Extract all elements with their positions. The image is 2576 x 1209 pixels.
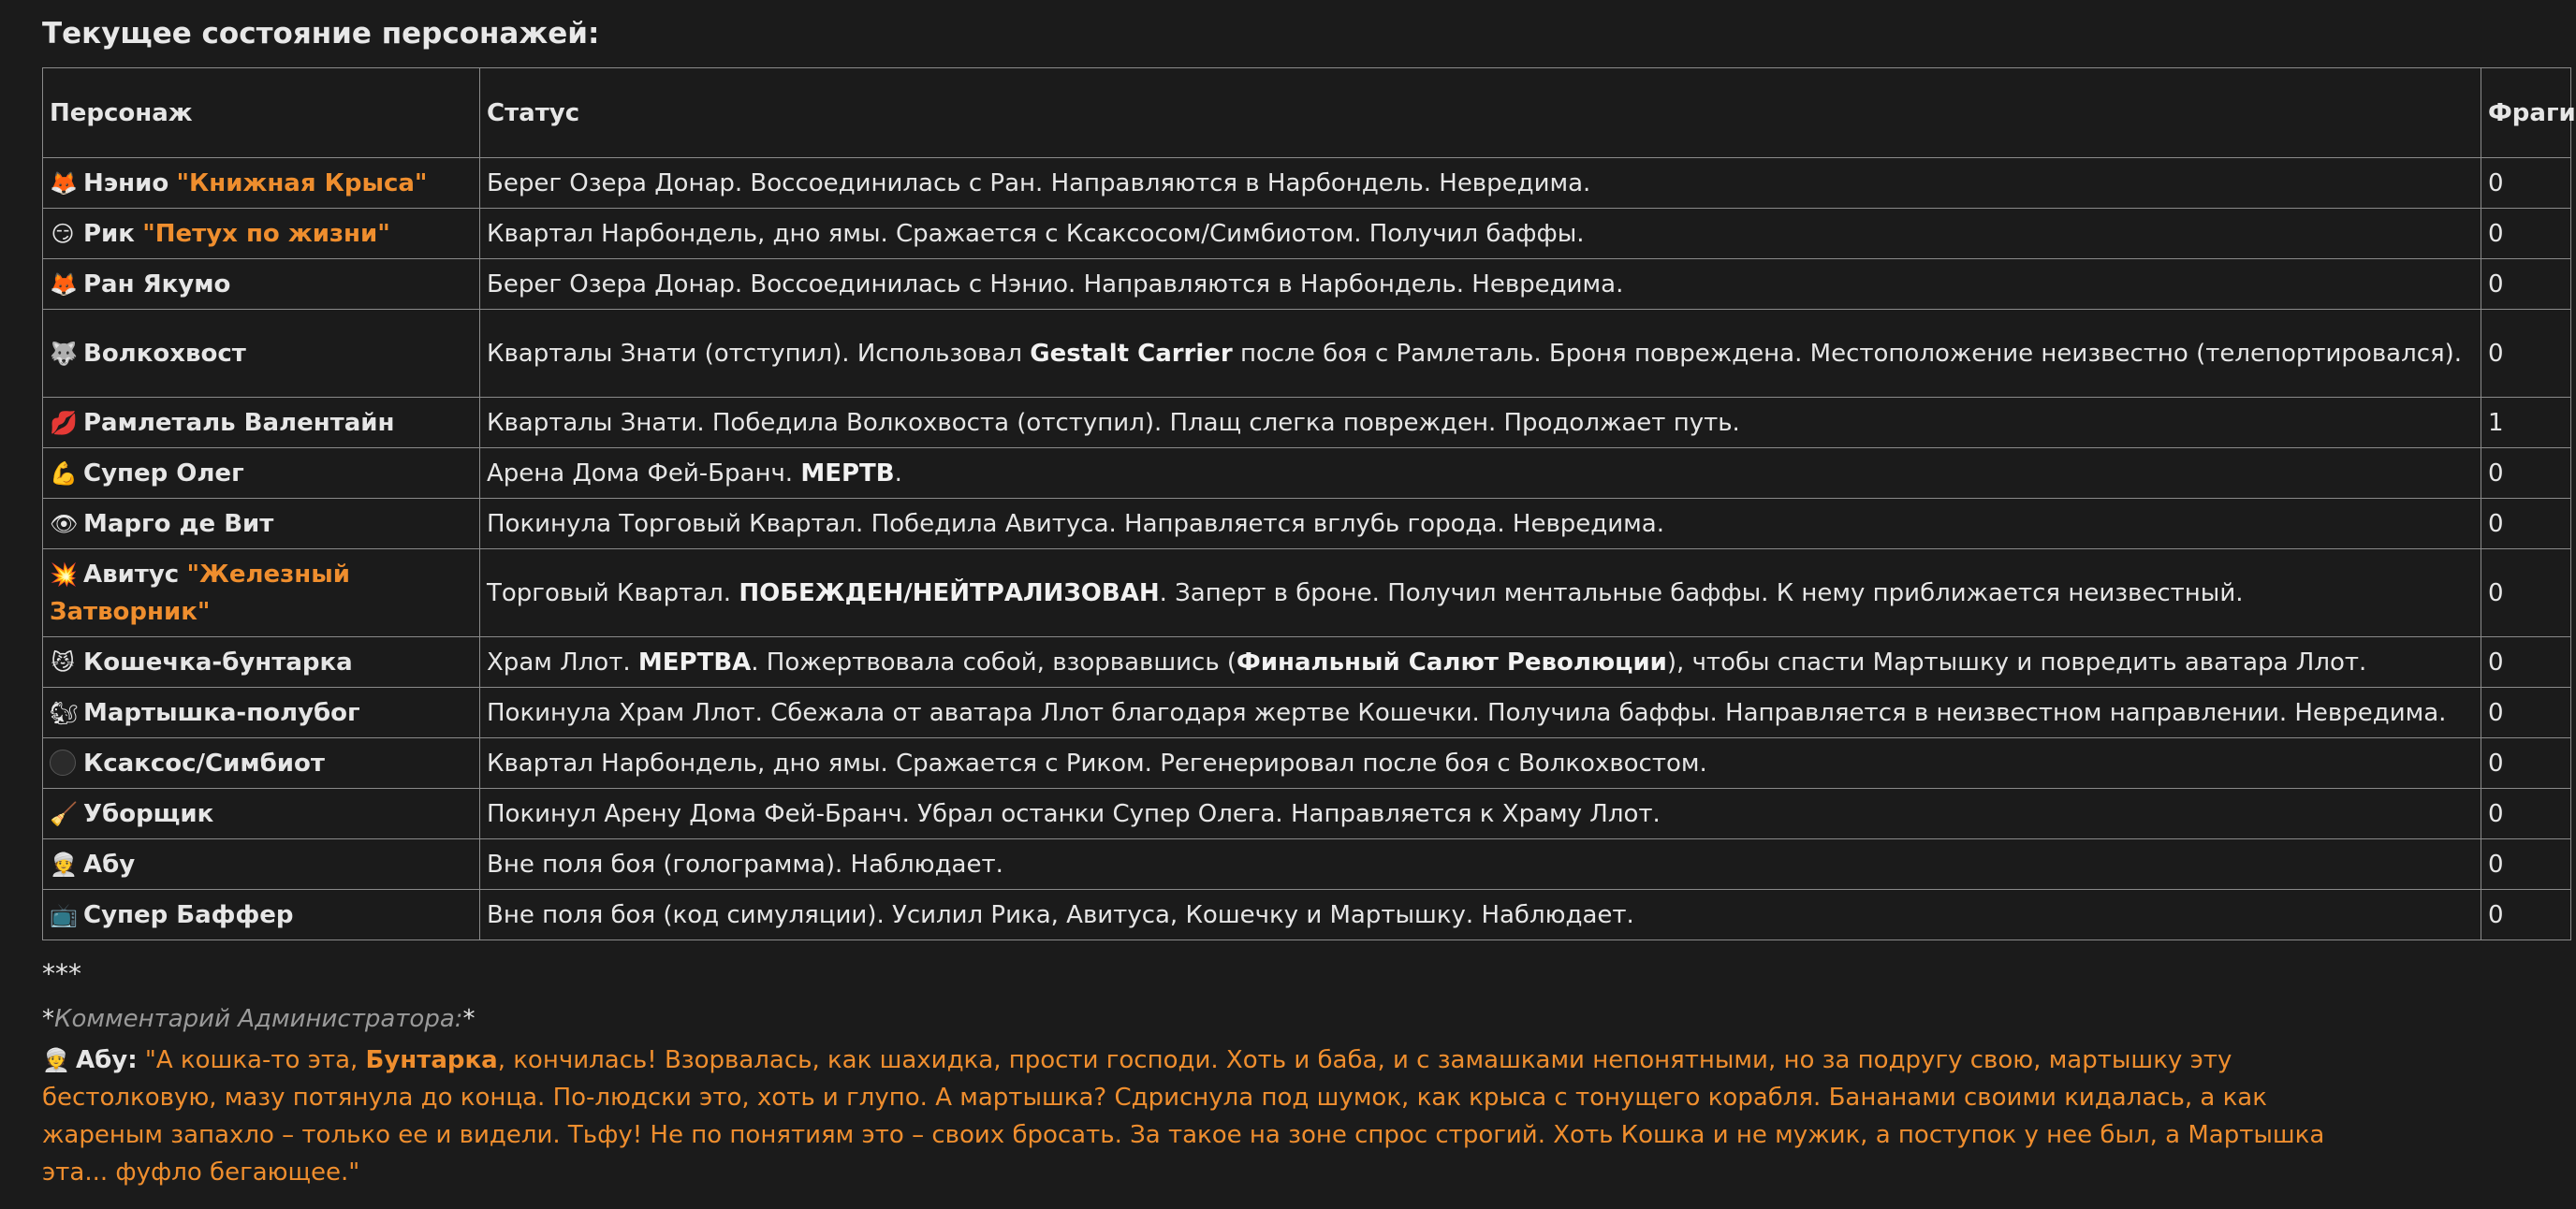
table-row <box>43 310 2571 398</box>
status-cell <box>480 890 2481 940</box>
character-name: Волкохвост <box>83 339 246 368</box>
frags-cell: 0 <box>2481 499 2571 549</box>
frags-cell: 0 <box>2481 549 2571 637</box>
admin-comment-label <box>42 998 2364 1040</box>
abu-quote <box>42 1041 2362 1191</box>
status-text: Вне поля боя (голограмма). Наблюдает. <box>487 850 1003 879</box>
admin-suffix: * <box>462 1005 476 1033</box>
frags-cell: 0 <box>2481 259 2571 310</box>
status-cell <box>480 499 2481 549</box>
status-text: Покинула Торговый Квартал. Победила Авитуса. Направляется вглубь города. Невредима. <box>487 509 1664 538</box>
status-cell <box>480 310 2481 398</box>
character-cell <box>43 890 480 940</box>
black-circle-icon <box>50 750 76 776</box>
character-cell <box>43 637 480 688</box>
character-name: Кошечка-бунтарка <box>83 648 353 677</box>
frags-cell: 1 <box>2481 398 2571 448</box>
character-cell <box>43 448 480 499</box>
header-frags: Фраги <box>2481 68 2571 158</box>
character-nickname: "Петух по жизни" <box>142 219 390 248</box>
table-row <box>43 448 2571 499</box>
frags-cell: 0 <box>2481 839 2571 890</box>
table-row <box>43 209 2571 259</box>
explosion-icon: 💥 <box>50 561 78 588</box>
status-cell <box>480 688 2481 738</box>
character-name: Нэнио <box>83 168 169 197</box>
table-header-row <box>43 68 2571 158</box>
character-cell <box>43 549 480 637</box>
status-cell <box>480 209 2481 259</box>
admin-label: Комментарий Администратора: <box>54 1005 463 1033</box>
status-cell <box>480 448 2481 499</box>
status-text: . Заперт в броне. Получил ментальные баффы. К нему приближается неизвестный. <box>1159 578 2244 607</box>
frags-cell: 0 <box>2481 637 2571 688</box>
character-name: Ксаксос/Симбиот <box>83 749 325 778</box>
frags-cell: 0 <box>2481 738 2571 789</box>
status-text: Покинула Храм Ллот. Сбежала от аватара Ллот благодаря жертве Кошечки. Получила баффы. Направляется в неизвестном направлении. Невредима. <box>487 698 2447 727</box>
status-text: Покинул Арену Дома Фей-Бранч. Убрал останки Супер Олега. Направляется к Храму Ллот. <box>487 799 1661 828</box>
character-name: Авитус <box>83 560 180 589</box>
smirk-face-icon: 😏 <box>51 220 75 247</box>
frags-cell: 0 <box>2481 890 2571 940</box>
content <box>42 0 2576 1191</box>
status-emphasis: МЕРТВА <box>637 648 752 677</box>
status-text: Храм Ллот. <box>487 648 638 677</box>
chipmunk-icon: 🐿 <box>50 699 79 726</box>
status-cell <box>480 789 2481 839</box>
frags-cell: 0 <box>2481 688 2571 738</box>
character-name: Уборщик <box>83 799 214 828</box>
quote-text-before: "А кошка-то эта, <box>137 1046 366 1074</box>
status-cell <box>480 738 2481 789</box>
table-row <box>43 738 2571 789</box>
status-emphasis: МЕРТВ <box>800 459 895 488</box>
status-cell <box>480 398 2481 448</box>
cat-icon: 😼 <box>51 648 75 676</box>
quote-colon: : <box>127 1046 138 1074</box>
turban-icon: 👳 <box>50 851 78 878</box>
admin-prefix: * <box>42 1005 54 1033</box>
status-text: Квартал Нарбондель, дно ямы. Сражается с Ксаксосом/Симбиотом. Получил баффы. <box>487 219 1585 248</box>
character-name: Ран Якумо <box>83 269 231 299</box>
status-text: Вне поля боя (код симуляции). Усилил Рика, Авитуса, Кошечку и Мартышку. Наблюдает. <box>487 900 1634 929</box>
status-cell <box>480 158 2481 209</box>
status-text: . Пожертвовала собой, взорвавшись ( <box>751 648 1237 677</box>
muscle-icon: 💪 <box>50 459 78 487</box>
character-name: Супер Баффер <box>83 900 294 929</box>
turban-icon: 👳 <box>42 1047 70 1073</box>
status-cell <box>480 549 2481 637</box>
table-body <box>43 158 2571 940</box>
header-status: Статус <box>480 68 2481 158</box>
character-cell <box>43 499 480 549</box>
status-text: после боя с Рамлеталь. Броня повреждена. Местоположение неизвестно (телепортировался). <box>1232 339 2463 368</box>
status-text: . <box>894 459 902 488</box>
quote-speaker: Абу <box>76 1046 128 1074</box>
kiss-icon: 💋 <box>50 409 78 436</box>
character-cell <box>43 209 480 259</box>
header-character: Персонаж <box>43 68 480 158</box>
table-row <box>43 637 2571 688</box>
table-row <box>43 549 2571 637</box>
character-name: Рик <box>83 219 135 248</box>
broom-icon: 🧹 <box>50 800 78 827</box>
character-name: Рамлеталь Валентайн <box>83 408 395 437</box>
frags-cell: 0 <box>2481 310 2571 398</box>
separator: *** <box>42 958 81 989</box>
character-cell <box>43 259 480 310</box>
characters-table <box>42 67 2576 940</box>
fox-icon: 🦊 <box>50 169 78 197</box>
quote-bold: Бунтарка <box>365 1046 498 1074</box>
frags-cell: 0 <box>2481 448 2571 499</box>
frags-cell: 0 <box>2481 158 2571 209</box>
table-row <box>43 890 2571 940</box>
character-name: Мартышка-полубог <box>83 698 360 727</box>
table-row <box>43 688 2571 738</box>
quote-text-after: , кончилась! Взорвалась, как шахидка, прости господи. Хоть и баба, и с замашками непонятными, но за подругу свою, мартышку эту бестолковую, мазу потянула до конца. По-людски это, хоть и глупо. А мартышка? Сдриснула под шумок, как крыса с тонущего корабля. Бананами своими кидалась, а как жареным запахло – только ее и видели. Тьфу! Не по понятиям это – своих бросать. За такое на зоне спрос строгий. Хоть Кошка и не мужик, а поступок у нее был, а Мартышка эта... фуфло бегающее." <box>42 1046 2325 1187</box>
eye-icon: 👁 <box>50 510 79 537</box>
character-nickname: "Книжная Крыса" <box>176 168 428 197</box>
character-cell <box>43 398 480 448</box>
character-name: Абу <box>83 850 136 879</box>
status-emphasis: Gestalt Carrier <box>1030 339 1233 368</box>
character-cell <box>43 839 480 890</box>
frags-cell: 0 <box>2481 209 2571 259</box>
character-name: Супер Олег <box>83 459 244 488</box>
status-text: ), чтобы спасти Мартышку и повредить аватара Ллот. <box>1666 648 2367 677</box>
wolf-icon: 🐺 <box>50 340 78 367</box>
status-cell <box>480 259 2481 310</box>
table-row <box>43 789 2571 839</box>
status-text: Кварталы Знати. Победила Волкохвоста (отступил). Плащ слегка поврежден. Продолжает путь. <box>487 408 1740 437</box>
page-heading: Текущее состояние персонажей: <box>42 17 600 51</box>
status-emphasis: ПОБЕЖДЕН/НЕЙТРАЛИЗОВАН <box>739 578 1160 607</box>
table-row <box>43 499 2571 549</box>
table-row <box>43 839 2571 890</box>
table-row <box>43 158 2571 209</box>
status-text: Квартал Нарбондель, дно ямы. Сражается с Риком. Регенерировал после боя с Волкохвостом. <box>487 749 1707 778</box>
character-nickname: "Железный Затворник" <box>50 560 350 626</box>
status-text: Арена Дома Фей-Бранч. <box>487 459 801 488</box>
character-cell <box>43 738 480 789</box>
status-text: Берег Озера Донар. Воссоединилась с Нэнио. Направляются в Нарбондель. Невредима. <box>487 269 1624 299</box>
character-cell <box>43 688 480 738</box>
tv-icon: 📺 <box>50 901 78 928</box>
character-cell <box>43 310 480 398</box>
status-emphasis: Финальный Салют Революции <box>1237 648 1667 677</box>
table-row <box>43 259 2571 310</box>
character-cell <box>43 789 480 839</box>
status-text: Берег Озера Донар. Воссоединилась с Ран. Направляются в Нарбондель. Невредима. <box>487 168 1591 197</box>
status-cell <box>480 637 2481 688</box>
fox-icon: 🦊 <box>50 270 78 298</box>
status-text: Кварталы Знати (отступил). Использовал <box>487 339 1031 368</box>
status-cell <box>480 839 2481 890</box>
table-row <box>43 398 2571 448</box>
status-text: Торговый Квартал. <box>487 578 739 607</box>
character-cell <box>43 158 480 209</box>
character-name: Марго де Вит <box>83 509 274 538</box>
frags-cell: 0 <box>2481 789 2571 839</box>
